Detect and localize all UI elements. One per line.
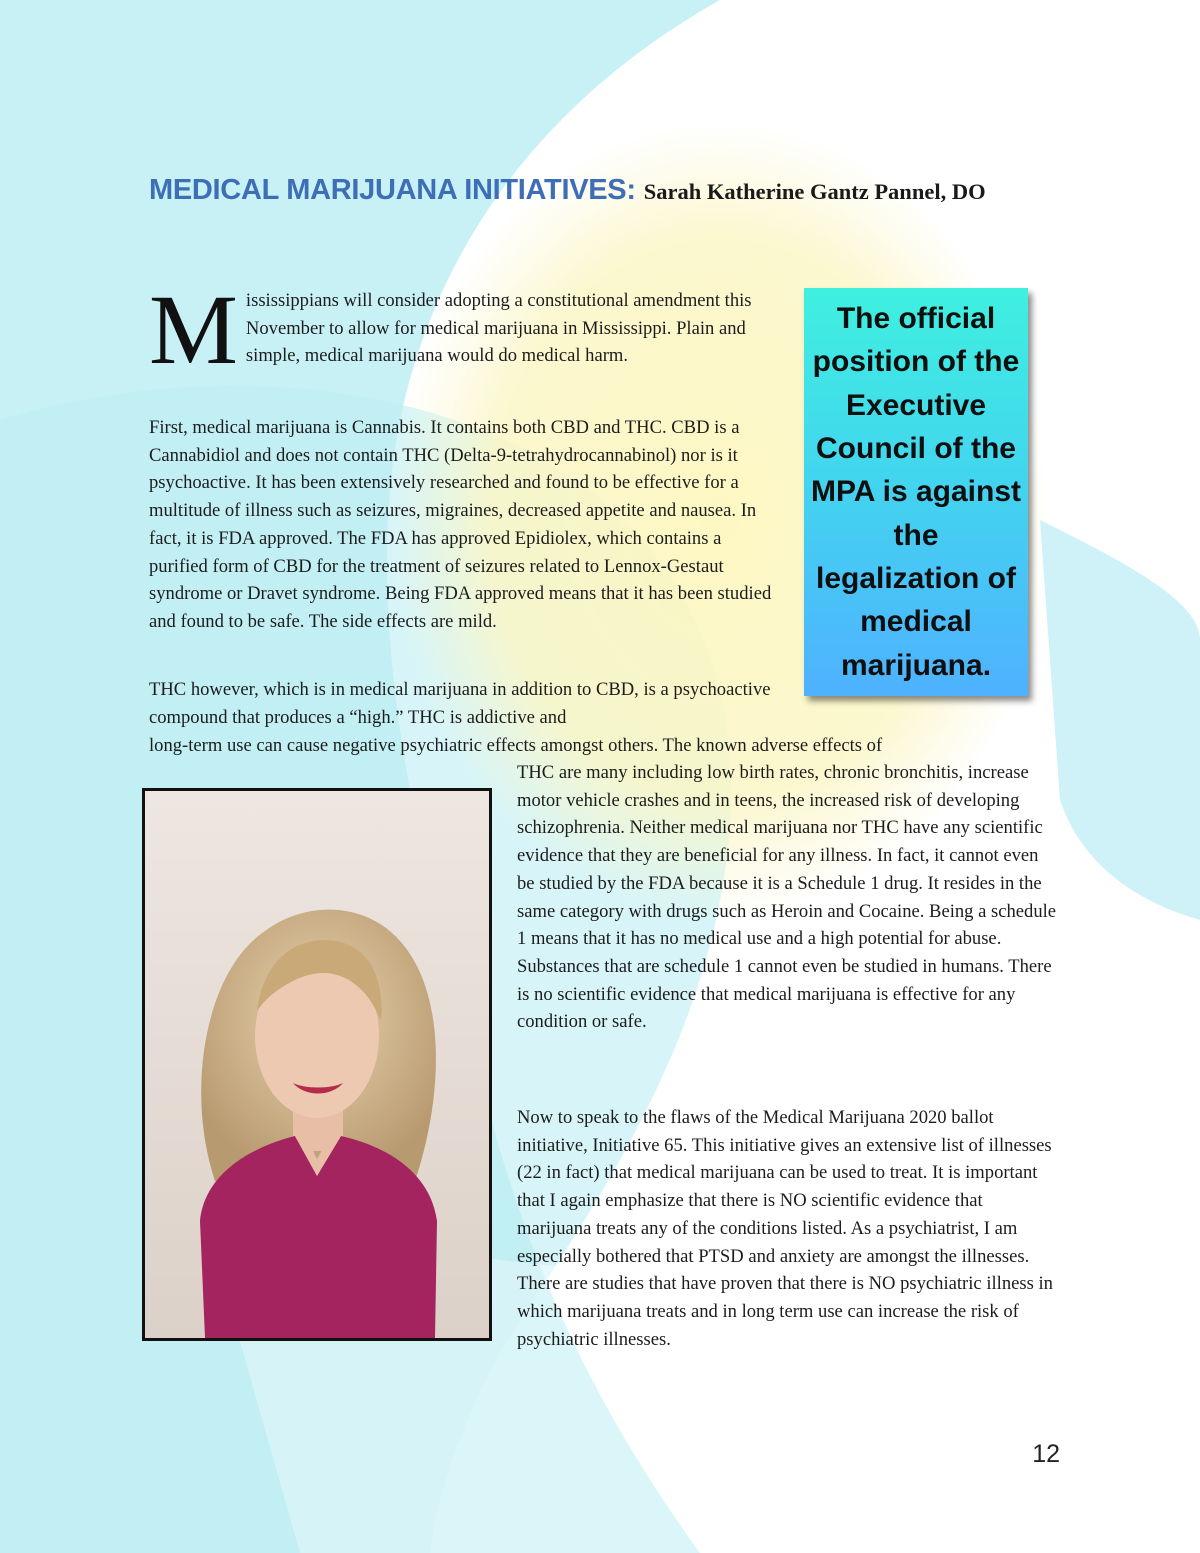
- paragraph-thc-tail: long-term use can cause negative psychiatric effects amongst others. The known adverse effects of: [149, 735, 883, 756]
- paragraph-adverse-effects: THC are many including low birth rates, chronic bronchitis, increase motor vehicle crashes and in teens, the increased risk of developing schizophrenia. Neither medical marijuana nor THC have any scientific evidence that they are beneficial for any illness. In fact, it cannot even be studied by the FDA because it is a Schedule 1 drug. It resides in the same category with drugs such as Heroin and Cocaine. Being a schedule 1 means that it has no medical use and a high potential for abuse. Substances that are schedule 1 cannot even be studied in humans. There is no scientific evidence that medical marijuana is effective for any condition or safe.: [517, 762, 1057, 1033]
- paragraph-cbd: First, medical marijuana is Cannabis. It contains both CBD and THC. CBD is a Cannabidiol and does not contain THC (Delta-9-tetrahydrocannabinol) nor is it psychoactive. It has been extensively researched and found to be effective for a multitude of illness such as seizures, migraines, decreased appetite and nausea. In fact, it is FDA approved. The FDA has approved Epidiolex, which contains a purified form of CBD for the treatment of seizures related to Lennox-Gestaut syndrome or Dravet syndrome. Being FDA approved means that it has been studied and found to be safe. The side effects are mild.: [149, 417, 772, 632]
- pull-quote-text: The official position of the Executive Council of the MPA is against the legalization of medical marijuana.: [810, 302, 1022, 682]
- paragraph-initiative-65: Now to speak to the flaws of the Medical Marijuana 2020 ballot initiative, Initiative 65. This initiative gives an extensive list of illnesses (22 in fact) that medical marijuana can be used to treat. It is important that I again emphasize that there is NO scientific evidence that marijuana treats any of the conditions listed. As a psychiatrist, I am especially bothered that PTSD and anxiety are amongst the illnesses. There are studies that have proven that there is NO psychiatric illness in which marijuana treats and in long term use can increase the risk of psychiatric illnesses.: [517, 1107, 1053, 1350]
- drop-cap: M: [149, 274, 238, 385]
- intro-text: ississippians will consider adopting a constitutional amendment this November to allow for medical marijuana in Mississippi. Plain and simple, medical marijuana would do medical harm.: [245, 290, 752, 367]
- section-kicker: MEDICAL MARIJUANA INITIATIVES:: [149, 174, 636, 206]
- intro-paragraph: [149, 274, 779, 385]
- author-portrait-illustration: [145, 791, 489, 1338]
- paragraph-thc-start: THC however, which is in medical marijuana in addition to CBD, is a psychoactive compound that produces a “high.” THC is addictive and: [149, 679, 771, 728]
- page-number: 12: [1032, 1440, 1060, 1468]
- author-byline: Sarah Katherine Gantz Pannel, DO: [643, 179, 986, 204]
- author-photo: [142, 788, 492, 1341]
- pull-quote-box: [804, 288, 1028, 696]
- article-heading: [149, 168, 1009, 212]
